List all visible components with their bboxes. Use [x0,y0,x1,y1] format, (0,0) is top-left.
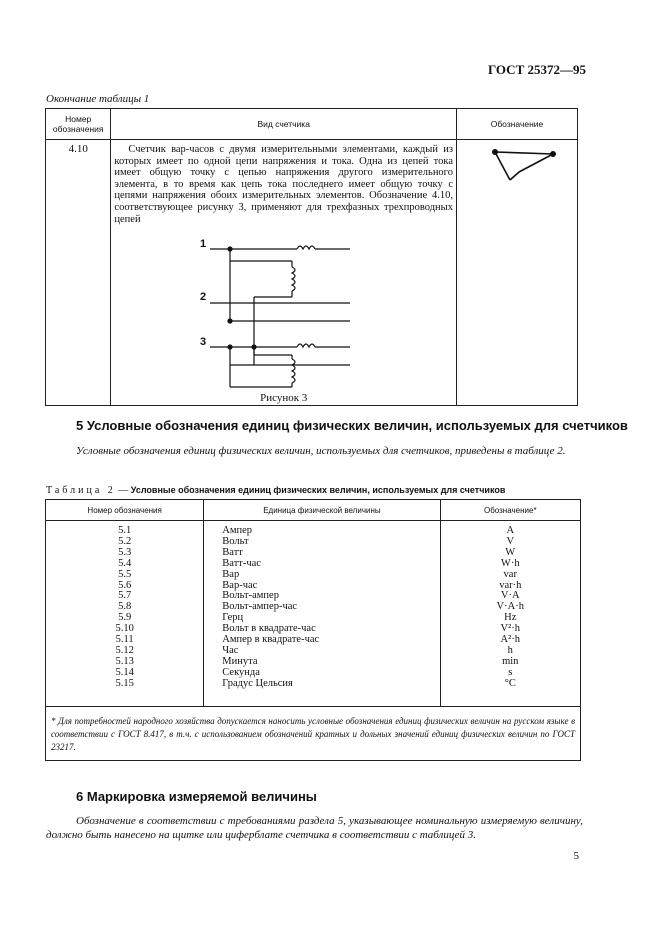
table-cell: Вольт [222,535,249,547]
voltage-coil-3 [292,359,295,383]
voltage-coil-1 [292,267,295,291]
table-cell: 5.8 [118,601,132,613]
table1-row-symbol-cell [456,140,577,406]
table-cell: min [502,655,519,667]
table2-unit-column [204,521,440,707]
table-cell: 5.15 [115,677,134,689]
table-cell: 5.2 [118,535,132,547]
table1 [45,108,578,406]
table1-row-description-cell [111,140,457,406]
table1-header-symbol: Обозначение [456,109,577,140]
table-cell: 5.11 [115,634,134,646]
table-cell: Час [222,644,239,656]
section6-heading: 6 Маркировка измеряемой величины [76,789,317,804]
table-cell: 5.12 [115,644,134,656]
table-cell: Вольт в квадрате-час [222,623,316,635]
table1-row-number: 4.10 [46,140,111,406]
table-cell: Ватт [222,546,243,558]
table-cell: W·h [500,557,520,569]
junction-dot [228,319,233,324]
table1-caption: Окончание таблицы 1 [46,93,150,105]
table2-caption-prefix: Таблица 2 [46,485,116,496]
table-cell: var·h [499,579,522,591]
table-cell: 5.6 [118,579,132,591]
table1-row-text: Счетчик вар-часов с двумя измерительными элементами, каждый из которых имеет по одной цепи напряжения и тока. Одна из цепей тока имеет общую точку с цепью напряжения другого измерительного элемента, в то время как цепь тока последнего имеет общую точку с цепями напряжения обоих измерительных элементов. Обозначение 4.10, соответствующее рисунку 3, применяют для трехфазных трехпроводных цепей [114,144,453,225]
table2-caption-title: Условные обозначения единиц физических величин, используемых для счетчиков [130,485,506,495]
table-cell: 5.10 [115,623,134,635]
table-cell: s [508,666,513,678]
table1-header-number: Номер обозначения [46,109,111,140]
wiring-diagram [114,227,414,397]
junction-dot [252,345,257,350]
table-cell: Вар [222,568,240,580]
table-cell: V·A [500,590,520,602]
table-cell: V²·h [500,623,520,635]
table-cell: h [507,644,513,656]
table2-number-column [46,521,204,707]
table-cell: 5.9 [118,612,132,624]
table-cell: V [506,535,515,547]
table-cell: 5.4 [118,557,132,569]
current-coil-3 [297,344,315,347]
line-label-2: 2 [200,291,207,304]
junction-dot [228,247,233,252]
table2-header-unit: Единица физической величины [204,500,440,521]
table-cell: Герц [222,612,244,624]
section5-heading: 5 Условные обозначения единиц физических величин, используемых для счетчиков [76,418,628,433]
table-cell: 5.3 [118,546,132,558]
table-cell: Hz [504,612,517,624]
table-cell: Ампер в квадрате-час [222,634,320,646]
table-cell: Ватт-час [222,557,261,569]
table-cell: Минута [222,655,258,667]
current-coil-1 [297,246,315,249]
table-cell: A [506,525,515,536]
table-cell: °C [504,677,516,689]
table2-header-number: Номер обозначения [46,500,204,521]
table-cell: Секунда [222,666,260,678]
table-cell: 5.13 [115,655,134,667]
table2-footnote-row [46,707,581,761]
table-cell: 5.7 [118,590,132,602]
table-cell: Вар-час [222,579,258,591]
table-cell: var [503,568,517,580]
table2-caption-dash: — [115,485,131,496]
table1-header-kind: Вид счетчика [111,109,457,140]
table-cell: V·A·h [496,601,524,613]
table1-row [46,140,578,406]
table2-body-row [46,521,581,707]
table1-header-row [46,109,578,140]
table2-symbol-column [440,521,580,707]
table-cell: Вольт-ампер [222,590,279,602]
table2-header-symbol: Обозначение* [440,500,580,521]
table2 [45,499,581,761]
table-cell: Ампер [222,525,253,536]
table-cell: W [505,546,516,558]
junction-dot [228,345,233,350]
section5-paragraph: Условные обозначения единиц физических величин, используемых для счетчиков, приведены в таблице 2. [76,445,566,457]
table-cell: Градус Цельсия [222,677,293,689]
document-header: ГОСТ 25372—95 [487,62,586,77]
figure-caption: Рисунок 3 [260,392,308,405]
table2-header-row [46,500,581,521]
section6-paragraph: Обозначение в соответствии с требованиями раздела 5, указывающее номинальную измеряемую величину, должно быть нанесено на щитке или циферблате счетчика в соответствии с таблицей 3. [46,815,583,841]
line-label-3: 3 [200,336,207,349]
line-label-1: 1 [200,238,207,251]
table-cell: 5.1 [118,525,132,536]
table2-caption [46,485,505,496]
page-number: 5 [573,850,579,862]
table2-footnote: * Для потребностей народного хозяйства допускается наносить условные обозначения единиц физических величин на русском языке в соответствии с ГОСТ 8.417, в т.ч. с использованием обозначений кратных и дольных значений единиц физических величин по ГОСТ 23217. [46,707,581,761]
table-cell: Вольт-ампер-час [222,601,298,613]
varhour-meter-symbol [457,140,577,200]
table-cell: 5.5 [118,568,132,580]
table-cell: A²·h [500,634,520,646]
table-cell: 5.14 [115,666,134,678]
